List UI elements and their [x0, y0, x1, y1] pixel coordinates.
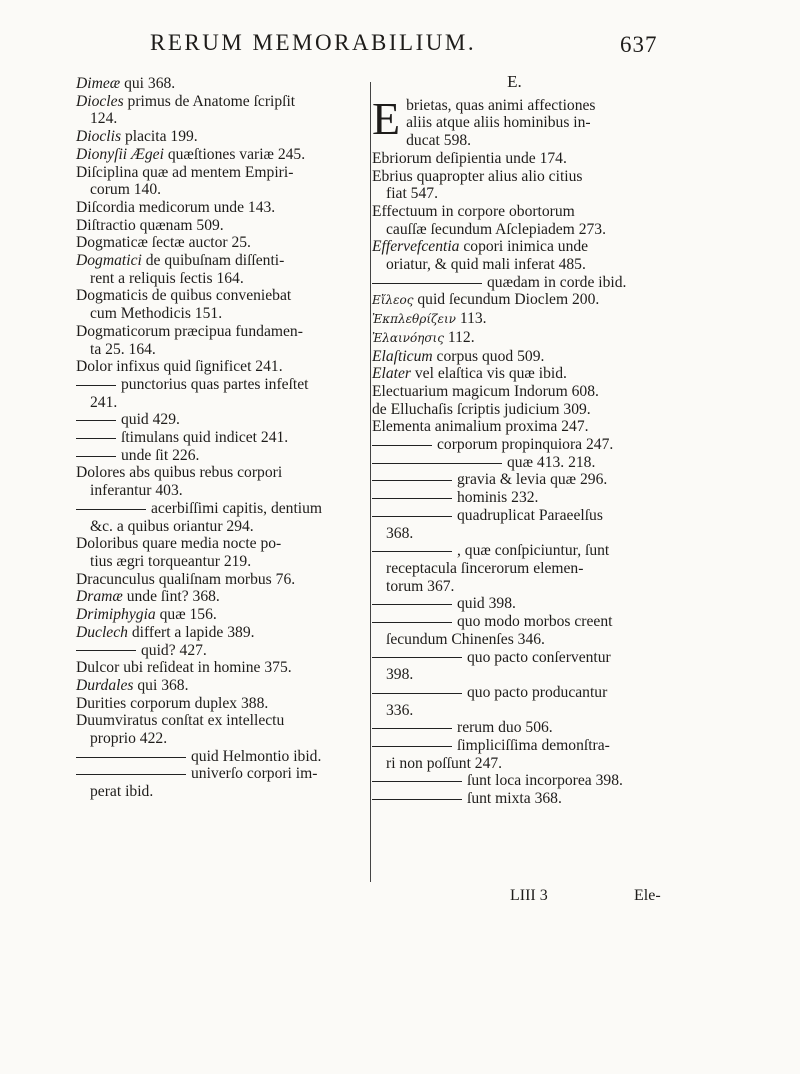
- entry-text: 241.: [90, 393, 118, 411]
- ditto-dash: [76, 385, 116, 386]
- index-entry: [76, 323, 364, 341]
- index-entry: [76, 341, 364, 359]
- entry-text: Durities corporum duplex 388.: [76, 694, 269, 712]
- index-entry: [76, 305, 364, 323]
- entry-text: rent a reliquis ſectis 164.: [90, 269, 244, 287]
- ditto-dash: [76, 456, 116, 457]
- index-entry: [372, 702, 657, 720]
- index-entry: [76, 535, 364, 553]
- index-entry: [372, 291, 657, 310]
- entry-text: primus de Anatome ſcripſit: [123, 92, 296, 110]
- index-entry: [76, 659, 364, 677]
- index-entry: [372, 365, 657, 383]
- index-entry: [76, 765, 364, 783]
- index-entry: [372, 256, 657, 274]
- entry-term: Drimiphygia: [76, 606, 156, 624]
- ditto-dash: [372, 728, 452, 729]
- entry-text: Diſciplina quæ ad mentem Empiri-: [76, 163, 294, 181]
- entry-text: gravia & levia quæ 296.: [457, 471, 608, 489]
- ditto-dash: [372, 463, 502, 464]
- index-entry: [372, 150, 657, 168]
- ditto-dash: [76, 509, 146, 510]
- entry-term: Dogmatici: [76, 252, 142, 270]
- entry-text: corporum propinquiora 247.: [437, 436, 614, 454]
- index-entry: [372, 684, 657, 702]
- index-entry: [372, 560, 657, 578]
- index-entry: [76, 712, 364, 730]
- index-entry: [76, 394, 364, 412]
- entry-text: qui 368.: [133, 676, 189, 694]
- index-entry: [372, 507, 657, 525]
- entry-text: Dogmaticis de quibus conveniebat: [76, 287, 292, 305]
- index-entry: [76, 411, 364, 429]
- entry-text: differt a lapide 389.: [127, 623, 255, 641]
- index-entry: [372, 790, 657, 808]
- entry-text: placita 199.: [121, 128, 198, 146]
- index-entry: [76, 677, 364, 695]
- ditto-dash: [372, 622, 452, 623]
- entry-text: quæ 413. 218.: [507, 453, 596, 471]
- entry-text: quid 429.: [121, 411, 180, 429]
- first-entry-line: brietas, quas animi affectiones: [406, 96, 596, 114]
- entry-text: unde ſint? 368.: [122, 588, 220, 606]
- ditto-dash: [372, 480, 452, 481]
- entry-text: de quibuſnam diſſenti-: [141, 252, 285, 270]
- index-entry: [372, 383, 657, 401]
- index-entry: [76, 93, 364, 111]
- first-entry: [372, 92, 657, 150]
- entry-text: oriatur, & quid mali inferat 485.: [386, 256, 586, 274]
- ditto-dash: [372, 498, 452, 499]
- entry-text: corpus quod 509.: [432, 347, 545, 365]
- entry-text: quo modo morbos creent: [457, 613, 613, 631]
- index-entry: [76, 588, 364, 606]
- entry-text: Dolores abs quibus rebus corpori: [76, 464, 283, 482]
- entry-term: Durdales: [76, 676, 134, 694]
- left-column: [76, 75, 364, 801]
- ditto-dash: [76, 420, 116, 421]
- index-entry: [76, 553, 364, 571]
- entry-term: Dioclis: [76, 128, 122, 146]
- index-entry: [372, 418, 657, 436]
- ditto-dash: [372, 657, 462, 658]
- entry-text: inferantur 403.: [90, 482, 183, 500]
- index-entry: [76, 518, 364, 536]
- index-entry: [372, 454, 657, 472]
- entry-text: ta 25. 164.: [90, 340, 156, 358]
- entry-text: torum 367.: [386, 577, 455, 595]
- index-entry: [76, 606, 364, 624]
- index-entry: [372, 613, 657, 631]
- entry-text: quadruplicat Paraeelſus: [457, 506, 603, 524]
- right-column: [372, 73, 657, 808]
- index-entry: [76, 75, 364, 93]
- section-heading: E.: [507, 72, 522, 91]
- signature-mark: LIII 3: [510, 887, 548, 904]
- entry-text: Ebrius quapropter alius alio citius: [372, 167, 583, 185]
- entry-text: cauſſæ ſecundum Aſclepiadem 273.: [386, 220, 606, 238]
- index-entry: [76, 464, 364, 482]
- index-entry: [372, 666, 657, 684]
- entry-text: acerbiſſimi capitis, dentium: [151, 499, 323, 517]
- entry-text: ri non poſſunt 247.: [386, 754, 503, 772]
- entry-text: 336.: [386, 701, 414, 719]
- index-entry: [76, 146, 364, 164]
- index-entry: [76, 642, 364, 660]
- first-entry-line: aliis atque aliis hominibus in-: [406, 114, 591, 132]
- index-entry: [76, 358, 364, 376]
- column-divider: [370, 82, 371, 882]
- entry-text: copori inimica unde: [459, 238, 589, 256]
- index-entry: [372, 737, 657, 755]
- index-entry: [372, 436, 657, 454]
- index-entry: [76, 217, 364, 235]
- index-entry: [76, 164, 364, 182]
- entry-term: Elater: [372, 365, 411, 383]
- entry-text: quo pacto conſerventur: [467, 648, 611, 666]
- index-entry: [372, 274, 657, 292]
- ditto-dash: [372, 283, 482, 284]
- entry-text: proprio 422.: [90, 730, 168, 748]
- index-entry: [76, 748, 364, 766]
- ditto-dash: [372, 551, 452, 552]
- entry-term: Εἴλεος: [372, 293, 414, 308]
- entry-text: 398.: [386, 666, 414, 684]
- entry-text: quo pacto producantur: [467, 683, 608, 701]
- index-entry: [372, 578, 657, 596]
- entry-text: 368.: [386, 524, 414, 542]
- entry-term: Ἐλαινόησις: [372, 330, 444, 345]
- ditto-dash: [372, 445, 432, 446]
- right-entries: [372, 150, 657, 808]
- index-entry: [372, 310, 657, 329]
- entry-term: Effervefcentia: [372, 238, 460, 256]
- index-entry: [372, 772, 657, 790]
- entry-text: Dogmaticæ ſectæ auctor 25.: [76, 234, 251, 252]
- index-entry: [76, 783, 364, 801]
- index-entry: [76, 376, 364, 394]
- ditto-dash: [372, 516, 452, 517]
- entry-text: &c. a quibus oriantur 294.: [90, 517, 254, 535]
- index-entry: [372, 221, 657, 239]
- entry-text: ſecundum Chinenſes 346.: [386, 630, 545, 648]
- index-entry: [372, 238, 657, 256]
- index-entry: [76, 128, 364, 146]
- index-entry: [372, 203, 657, 221]
- index-entry: [76, 287, 364, 305]
- entry-term: Dimeæ: [76, 75, 121, 92]
- entry-text: Dracunculus qualiſnam morbus 76.: [76, 570, 296, 588]
- entry-text: receptacula ſincerorum elemen-: [386, 559, 584, 577]
- index-entry: [76, 181, 364, 199]
- entry-text: ſunt loca incorporea 398.: [467, 772, 623, 790]
- entry-term: Duclech: [76, 623, 128, 641]
- entry-text: ſtimulans quid indicet 241.: [121, 429, 289, 447]
- index-entry: [372, 401, 657, 419]
- header-title: RERUM MEMORABILIUM.: [150, 30, 477, 55]
- ditto-dash: [372, 781, 462, 782]
- index-entry: [372, 595, 657, 613]
- entry-text: hominis 232.: [457, 489, 539, 507]
- entry-text: quæſtiones variæ 245.: [163, 145, 306, 163]
- index-entry: [372, 525, 657, 543]
- index-entry: [372, 649, 657, 667]
- entry-text: Diſtractio quænam 509.: [76, 216, 224, 234]
- entry-term: Ἐκπλεθρίζειν: [372, 312, 456, 327]
- entry-text: quid 398.: [457, 595, 516, 613]
- entry-text: Effectuum in corpore obortorum: [372, 202, 575, 220]
- index-entry: [76, 270, 364, 288]
- entry-text: quid ſecundum Dioclem 200.: [413, 291, 600, 309]
- index-entry: [76, 695, 364, 713]
- entry-term: Dionyſii Ægei: [76, 145, 164, 163]
- page-number: 637: [620, 32, 658, 57]
- ditto-dash: [76, 757, 186, 758]
- entry-text: punctorius quas partes infeſtet: [121, 375, 309, 393]
- index-entry: [372, 185, 657, 203]
- index-entry: [76, 110, 364, 128]
- index-entry: [372, 471, 657, 489]
- index-entry: [76, 730, 364, 748]
- index-entry: [372, 542, 657, 560]
- index-entry: [76, 429, 364, 447]
- index-entry: [76, 252, 364, 270]
- entry-term: Elaſticum: [372, 347, 433, 365]
- index-entry: [76, 500, 364, 518]
- entry-text: quæ 156.: [155, 606, 217, 624]
- entry-text: vel elaſtica vis quæ ibid.: [410, 365, 567, 383]
- entry-text: Doloribus quare media nocte po-: [76, 535, 282, 553]
- index-entry: [372, 348, 657, 366]
- index-entry: [372, 329, 657, 348]
- entry-text: unde ſit 226.: [121, 446, 200, 464]
- index-entry: [76, 571, 364, 589]
- entry-text: fiat 547.: [386, 185, 438, 203]
- entry-text: quid? 427.: [141, 641, 207, 659]
- ditto-dash: [76, 774, 186, 775]
- entry-text: Elementa animalium proxima 247.: [372, 418, 589, 436]
- entry-text: univerſo corpori im-: [191, 765, 318, 783]
- ditto-dash: [76, 650, 136, 651]
- index-entry: [76, 624, 364, 642]
- entry-text: cum Methodicis 151.: [90, 305, 223, 323]
- entry-text: Diſcordia medicorum unde 143.: [76, 198, 276, 216]
- ditto-dash: [372, 799, 462, 800]
- entry-text: ſimpliciſſima demonſtra-: [457, 737, 610, 755]
- entry-text: Duumviratus conſtat ex intellectu: [76, 712, 285, 730]
- ditto-dash: [76, 438, 116, 439]
- entry-text: Dogmaticorum præcipua fundamen-: [76, 322, 303, 340]
- entry-text: corum 140.: [90, 181, 162, 199]
- page-footer: [510, 887, 661, 905]
- entry-text: rerum duo 506.: [457, 719, 553, 737]
- entry-text: Electuarium magicum Indorum 608.: [372, 382, 599, 400]
- ditto-dash: [372, 693, 462, 694]
- index-entry: [372, 719, 657, 737]
- entry-term: Diocles: [76, 92, 124, 110]
- entry-text: Dolor infixus quid ſignificet 241.: [76, 358, 283, 376]
- entry-text: tius ægri torqueantur 219.: [90, 552, 252, 570]
- entry-text: 124.: [90, 110, 118, 128]
- running-header: [150, 30, 658, 57]
- drop-cap: E: [372, 92, 401, 144]
- ditto-dash: [372, 746, 452, 747]
- entry-text: qui 368.: [120, 75, 176, 92]
- index-entry: [372, 489, 657, 507]
- entry-text: de Elluchaſis ſcriptis judicium 309.: [372, 400, 591, 418]
- first-entry-line: ducat 598.: [406, 132, 472, 150]
- entry-text: Ebriorum deſipientia unde 174.: [372, 149, 567, 167]
- index-entry: [76, 234, 364, 252]
- entry-text: quid Helmontio ibid.: [191, 747, 322, 765]
- index-entry: [76, 199, 364, 217]
- index-entry: [372, 755, 657, 773]
- entry-term: Dramæ: [76, 588, 123, 606]
- entry-text: Dulcor ubi reſideat in homine 375.: [76, 659, 292, 677]
- index-entry: [372, 631, 657, 649]
- entry-text: quædam in corde ibid.: [487, 273, 627, 291]
- catchword: Ele-: [634, 887, 661, 904]
- entry-text: 113.: [455, 310, 487, 328]
- entry-text: perat ibid.: [90, 783, 154, 801]
- index-entry: [372, 168, 657, 186]
- index-entry: [76, 447, 364, 465]
- index-entry: [76, 482, 364, 500]
- entry-text: ſunt mixta 368.: [467, 790, 562, 808]
- entry-text: 112.: [443, 328, 475, 346]
- entry-text: , quæ conſpiciuntur, ſunt: [457, 542, 610, 560]
- ditto-dash: [372, 604, 452, 605]
